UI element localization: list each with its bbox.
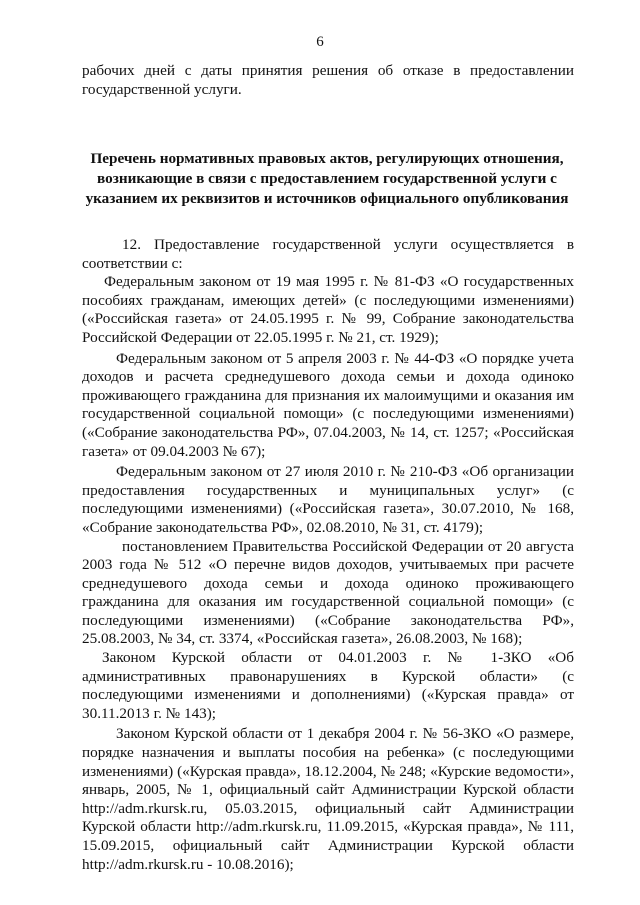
paragraph-law-81-fz: Федеральным законом от 19 мая 1995 г. № 81-ФЗ «О государственных пособиях гражданам, имеющих детей» (с последующими изменениями) («Российская газета» от 24.05.1995 г. № 99, Собрание законодательства Российской Федерации от 22.05.1995 г. № 21, ст. 1929); (82, 273, 574, 346)
continuation-paragraph: рабочих дней с даты принятия решения об отказе в предоставлении государственной услуги. (82, 62, 574, 98)
paragraph-12-intro: 12. Предоставление государственной услуги осуществляется в соответствии с: (82, 236, 574, 272)
paragraph-law-210-fz: Федеральным законом от 27 июля 2010 г. № 210-ФЗ «Об организации предоставления государственных и муниципальных услуг» (с последующими изменениями) («Российская газета», 30.07.2010, № 168, «Собрание законодательства РФ», 02.08.2010, № 31, ст. 4179); (82, 463, 574, 536)
paragraph-resolution-512: постановлением Правительства Российской Федерации от 20 августа 2003 года № 512 «О перечне видов доходов, учитываемых при расчете среднедушевого дохода семьи и дохода одиноко проживающего гражданина для оказания им государственной социальной помощи» (с последующими изменениями) («Собрание законодательства РФ», 25.08.2003, № 34, ст. 3374, «Российская газета», 26.08.2003, № 168); (82, 537, 574, 648)
page-number: 6 (316, 34, 324, 50)
paragraph-kursk-law-56-zko: Законом Курской области от 1 декабря 2004 г. № 56-ЗКО «О размере, порядке назначения и выплаты пособия на ребенка» (с последующими изменениями) («Курская правда», 18.12.2004, № 248; «Курские ведомости», январь, 2005, № 1, официальный сайт Администрации Курской области http://adm.rkursk.ru, 05.03.2015, официальный сайт Администрации Курской области http://adm.rkursk.ru, 11.09.2015, «Курская правда», № 111, 15.09.2015, официальный сайт Администрации Курской области http://adm.rkursk.ru - 10.08.2016); (82, 725, 574, 873)
section-body (82, 236, 574, 874)
paragraph-kursk-law-1-zko: Законом Курской области от 04.01.2003 г. № 1-ЗКО «Об административных правонарушениях в Курской области» (с последующими изменениями и дополнениями) («Курская правда» от 30.11.2013 г. № 143); (82, 649, 574, 722)
section-heading: Перечень нормативных правовых актов, регулирующих отношения, возникающие в связи с предоставлением государственной услуги с указанием их реквизитов и источников официального опубликования (85, 150, 569, 207)
paragraph-law-44-fz: Федеральным законом от 5 апреля 2003 г. № 44-ФЗ «О порядке учета доходов и расчета среднедушевого дохода семьи и дохода одиноко проживающего гражданина для признания их малоимущими и оказания им государственной социальной помощи» (с последующими изменениями) («Собрание законодательства РФ», 07.04.2003, № 14, ст. 1257; «Российская газета» от 09.04.2003 № 67); (82, 349, 574, 460)
